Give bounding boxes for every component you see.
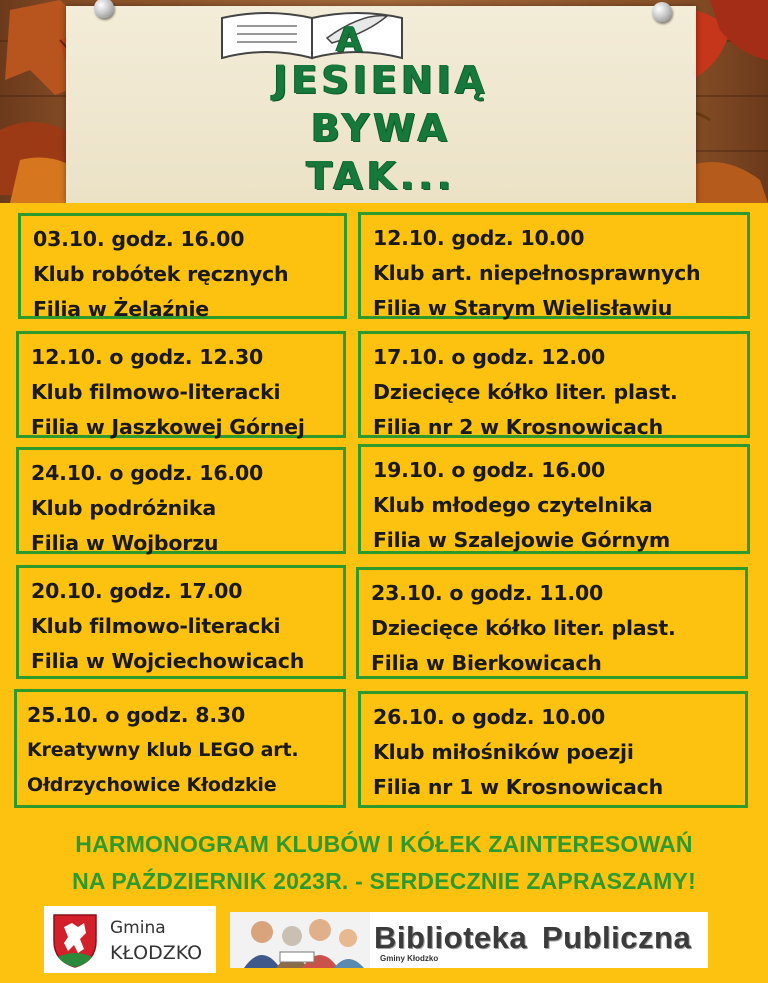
event-box <box>16 331 346 438</box>
event-box <box>16 447 346 554</box>
event-box <box>358 444 750 554</box>
event-box <box>14 689 346 808</box>
event-club: Klub robótek ręcznych <box>33 262 289 286</box>
footer-headline-line2: NA PAŹDZIERNIK 2023R. - SERDECZNIE ZAPRASZAMY! <box>72 868 696 894</box>
event-box <box>358 691 748 808</box>
title-line-1: A <box>336 20 367 60</box>
event-date: 19.10. o godz. 16.00 <box>373 458 606 482</box>
event-place: Filia w Starym Wielisławiu <box>373 296 673 320</box>
event-box <box>358 212 750 319</box>
event-club: Klub miłośników poezji <box>373 740 634 764</box>
event-date: 20.10. godz. 17.00 <box>31 579 243 603</box>
event-date: 12.10. o godz. 12.30 <box>31 345 264 369</box>
reading-people-photo <box>230 912 370 968</box>
title-line-2: JESIENIĄ <box>273 58 489 102</box>
event-date: 26.10. o godz. 10.00 <box>373 705 606 729</box>
header-banner <box>0 0 768 203</box>
title-paper <box>66 6 696 203</box>
event-date: 25.10. o godz. 8.30 <box>27 703 246 727</box>
event-club: Klub art. niepełnosprawnych <box>373 261 701 285</box>
library-word-2: Publiczna <box>542 920 692 955</box>
event-club: Klub podróżnika <box>31 496 216 520</box>
pushpin-right <box>652 2 672 22</box>
event-box <box>18 213 347 319</box>
event-place: Filia w Szalejowie Górnym <box>373 528 671 552</box>
event-date: 23.10. o godz. 11.00 <box>371 581 604 605</box>
event-date: 24.10. o godz. 16.00 <box>31 461 264 485</box>
gmina-klodzko-logo <box>44 906 216 973</box>
event-date: 12.10. godz. 10.00 <box>373 226 585 250</box>
event-club: Klub filmowo-literacki <box>31 614 281 638</box>
event-date: 03.10. godz. 16.00 <box>33 227 245 251</box>
title-line-4: TAK... <box>306 154 456 198</box>
event-place: Filia nr 1 w Krosnowicach <box>373 775 664 799</box>
coat-of-arms-icon <box>50 911 100 969</box>
library-word-1: Biblioteka <box>374 920 528 955</box>
event-box <box>356 567 748 679</box>
event-place: Filia w Żelaźnie <box>33 297 210 321</box>
title-line-3: BYWA <box>310 106 452 150</box>
event-place: Filia w Wojborzu <box>31 531 219 555</box>
event-club: Klub filmowo-literacki <box>31 380 281 404</box>
event-place: Ołdrzychowice Kłodzkie <box>27 774 277 796</box>
event-place: Filia nr 2 w Krosnowicach <box>373 415 664 439</box>
footer-headline-line1: HARMONOGRAM KLUBÓW I KÓŁEK ZAINTERESOWAŃ <box>75 831 693 857</box>
gmina-name: KŁODZKO <box>110 942 203 964</box>
event-date: 17.10. o godz. 12.00 <box>373 345 606 369</box>
event-club: Dziecięce kółko liter. plast. <box>371 616 676 640</box>
event-place: Filia w Jaszkowej Górnej <box>31 415 305 439</box>
event-club: Kreatywny klub LEGO art. <box>27 739 299 761</box>
event-club: Dziecięce kółko liter. plast. <box>373 380 678 404</box>
event-box <box>358 331 750 438</box>
event-place: Filia w Wojciechowicach <box>31 649 305 673</box>
library-subtitle: Gminy Kłodzko <box>380 954 439 963</box>
event-club: Klub młodego czytelnika <box>373 493 653 517</box>
library-logo <box>230 912 708 968</box>
gmina-word: Gmina <box>110 918 166 938</box>
event-box <box>16 565 346 679</box>
event-place: Filia w Bierkowicach <box>371 651 602 675</box>
